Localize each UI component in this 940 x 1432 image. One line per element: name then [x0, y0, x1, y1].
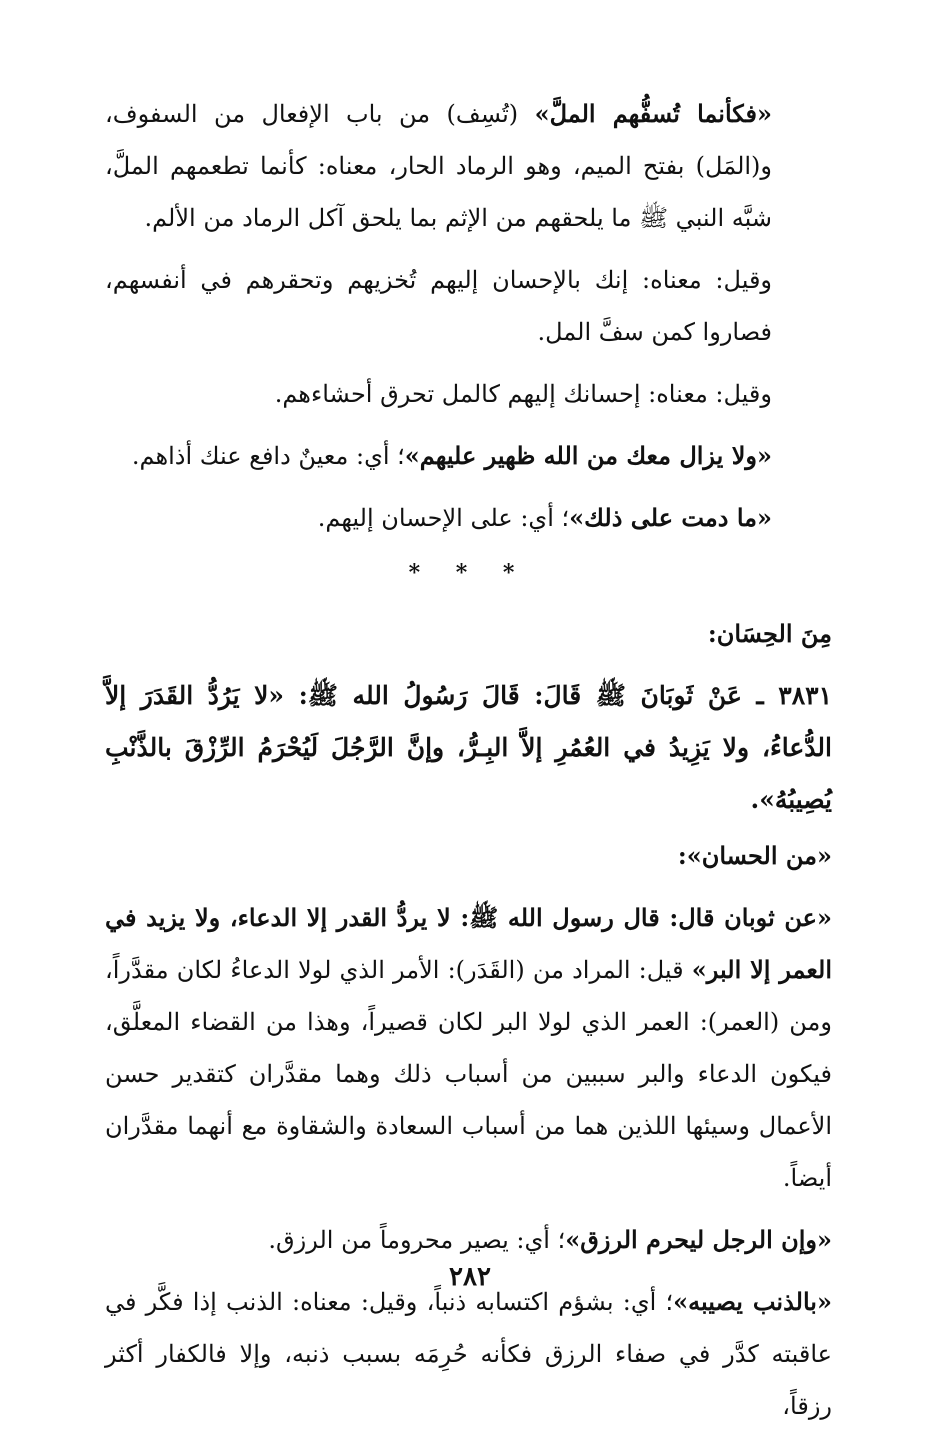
paragraph-text: (تُسِف) من باب الإفعال من السفوف، و(المَل) بفتح الميم، وهو الرماد الحار، معناه: كأنما تطعمهم الملَّ، شبَّه النبي ﷺ ما يلحقهم من الإثم بما يلحق آكل الرماد من الألم.	[105, 100, 772, 232]
paragraph-8	[105, 1276, 832, 1432]
paragraph-6	[105, 892, 832, 1204]
section-separator: * * *	[408, 560, 529, 586]
quote-bold: «بالذنب يصيبه»	[673, 1287, 832, 1316]
quote-bold: «ما دمت على ذلك»	[569, 503, 772, 532]
quote-bold: «ولا يزال معك من الله ظهير عليهم»	[404, 441, 772, 470]
hadith-text: ٣٨٣١ ـ عَنْ ثَوبَانَ ﷺ قَالَ: قَالَ رَسُولُ الله ﷺ: «لا يَرُدُّ القَدَرَ إلاَّ الدُّعاءُ، ولا يَزِيدُ في العُمُرِ إلاَّ البِـرُّ، وإنَّ الرَّجُلَ لَيُحْرَمُ الرِّزْقَ بالذَّنْبِ يُصِيبُهُ».	[105, 681, 832, 814]
paragraph-3: وقيل: معناه: إحسانك إليهم كالمل تحرق أحشاءهم.	[274, 380, 772, 408]
section-heading: مِنَ الحِسَان:	[707, 619, 832, 648]
paragraph-1	[105, 88, 832, 244]
paragraph-4	[105, 430, 832, 482]
paragraph-5	[105, 492, 832, 544]
paragraph-text: ؛ أي: يصير محروماً من الرزق.	[268, 1226, 566, 1254]
paragraph-2: وقيل: معناه: إنك بالإحسان إليهم تُخزيهم وتحقرهم في أنفسهم، فصاروا كمن سفَّ المل.	[105, 266, 772, 346]
quote-bold: «عن ثوبان قال: قال رسول الله ﷺ: لا يردُّ القدر إلا الدعاء، ولا يزيد في العمر إلا البر»	[105, 903, 832, 984]
sub-heading: «من الحسان»:	[677, 841, 832, 870]
paragraph-text: ؛ أي: بشؤم اكتسابه ذنباً، وقيل: معناه: الذنب إذا فكَّر في عاقبته كدَّر في صفاء الرزق فكأنه حُرِمَه بسبب ذنبه، وإلا فالكفار أكثر رزقاً،	[105, 1288, 832, 1420]
page-body	[105, 88, 832, 1432]
quote-bold: «فكأنما تُسفُّهم الملَّ»	[534, 99, 772, 128]
paragraph-text: ؛ أي: معينٌ دافع عنك أذاهم.	[131, 442, 405, 470]
page-number: ٢٨٢	[449, 1262, 491, 1292]
paragraph-7	[105, 1214, 832, 1266]
paragraph-text: قيل: المراد من (القَدَر): الأمر الذي لولا الدعاءُ لكان مقدَّراً، ومن (العمر): العمر الذي لولا البر لكان قصيراً، وهذا من القضاء المعلَّق، فيكون الدعاء والبر سببين من أسباب ذلك وهما مقدَّران كتقدير حسن الأعمال وسيئها اللذين هما من أسباب السعادة والشقاوة مع أنهما مقدَّران أيضاً.	[105, 956, 832, 1192]
quote-bold: «وإن الرجل ليحرم الرزق»	[565, 1225, 832, 1254]
paragraph-text: ؛ أي: على الإحسان إليهم.	[317, 504, 570, 532]
